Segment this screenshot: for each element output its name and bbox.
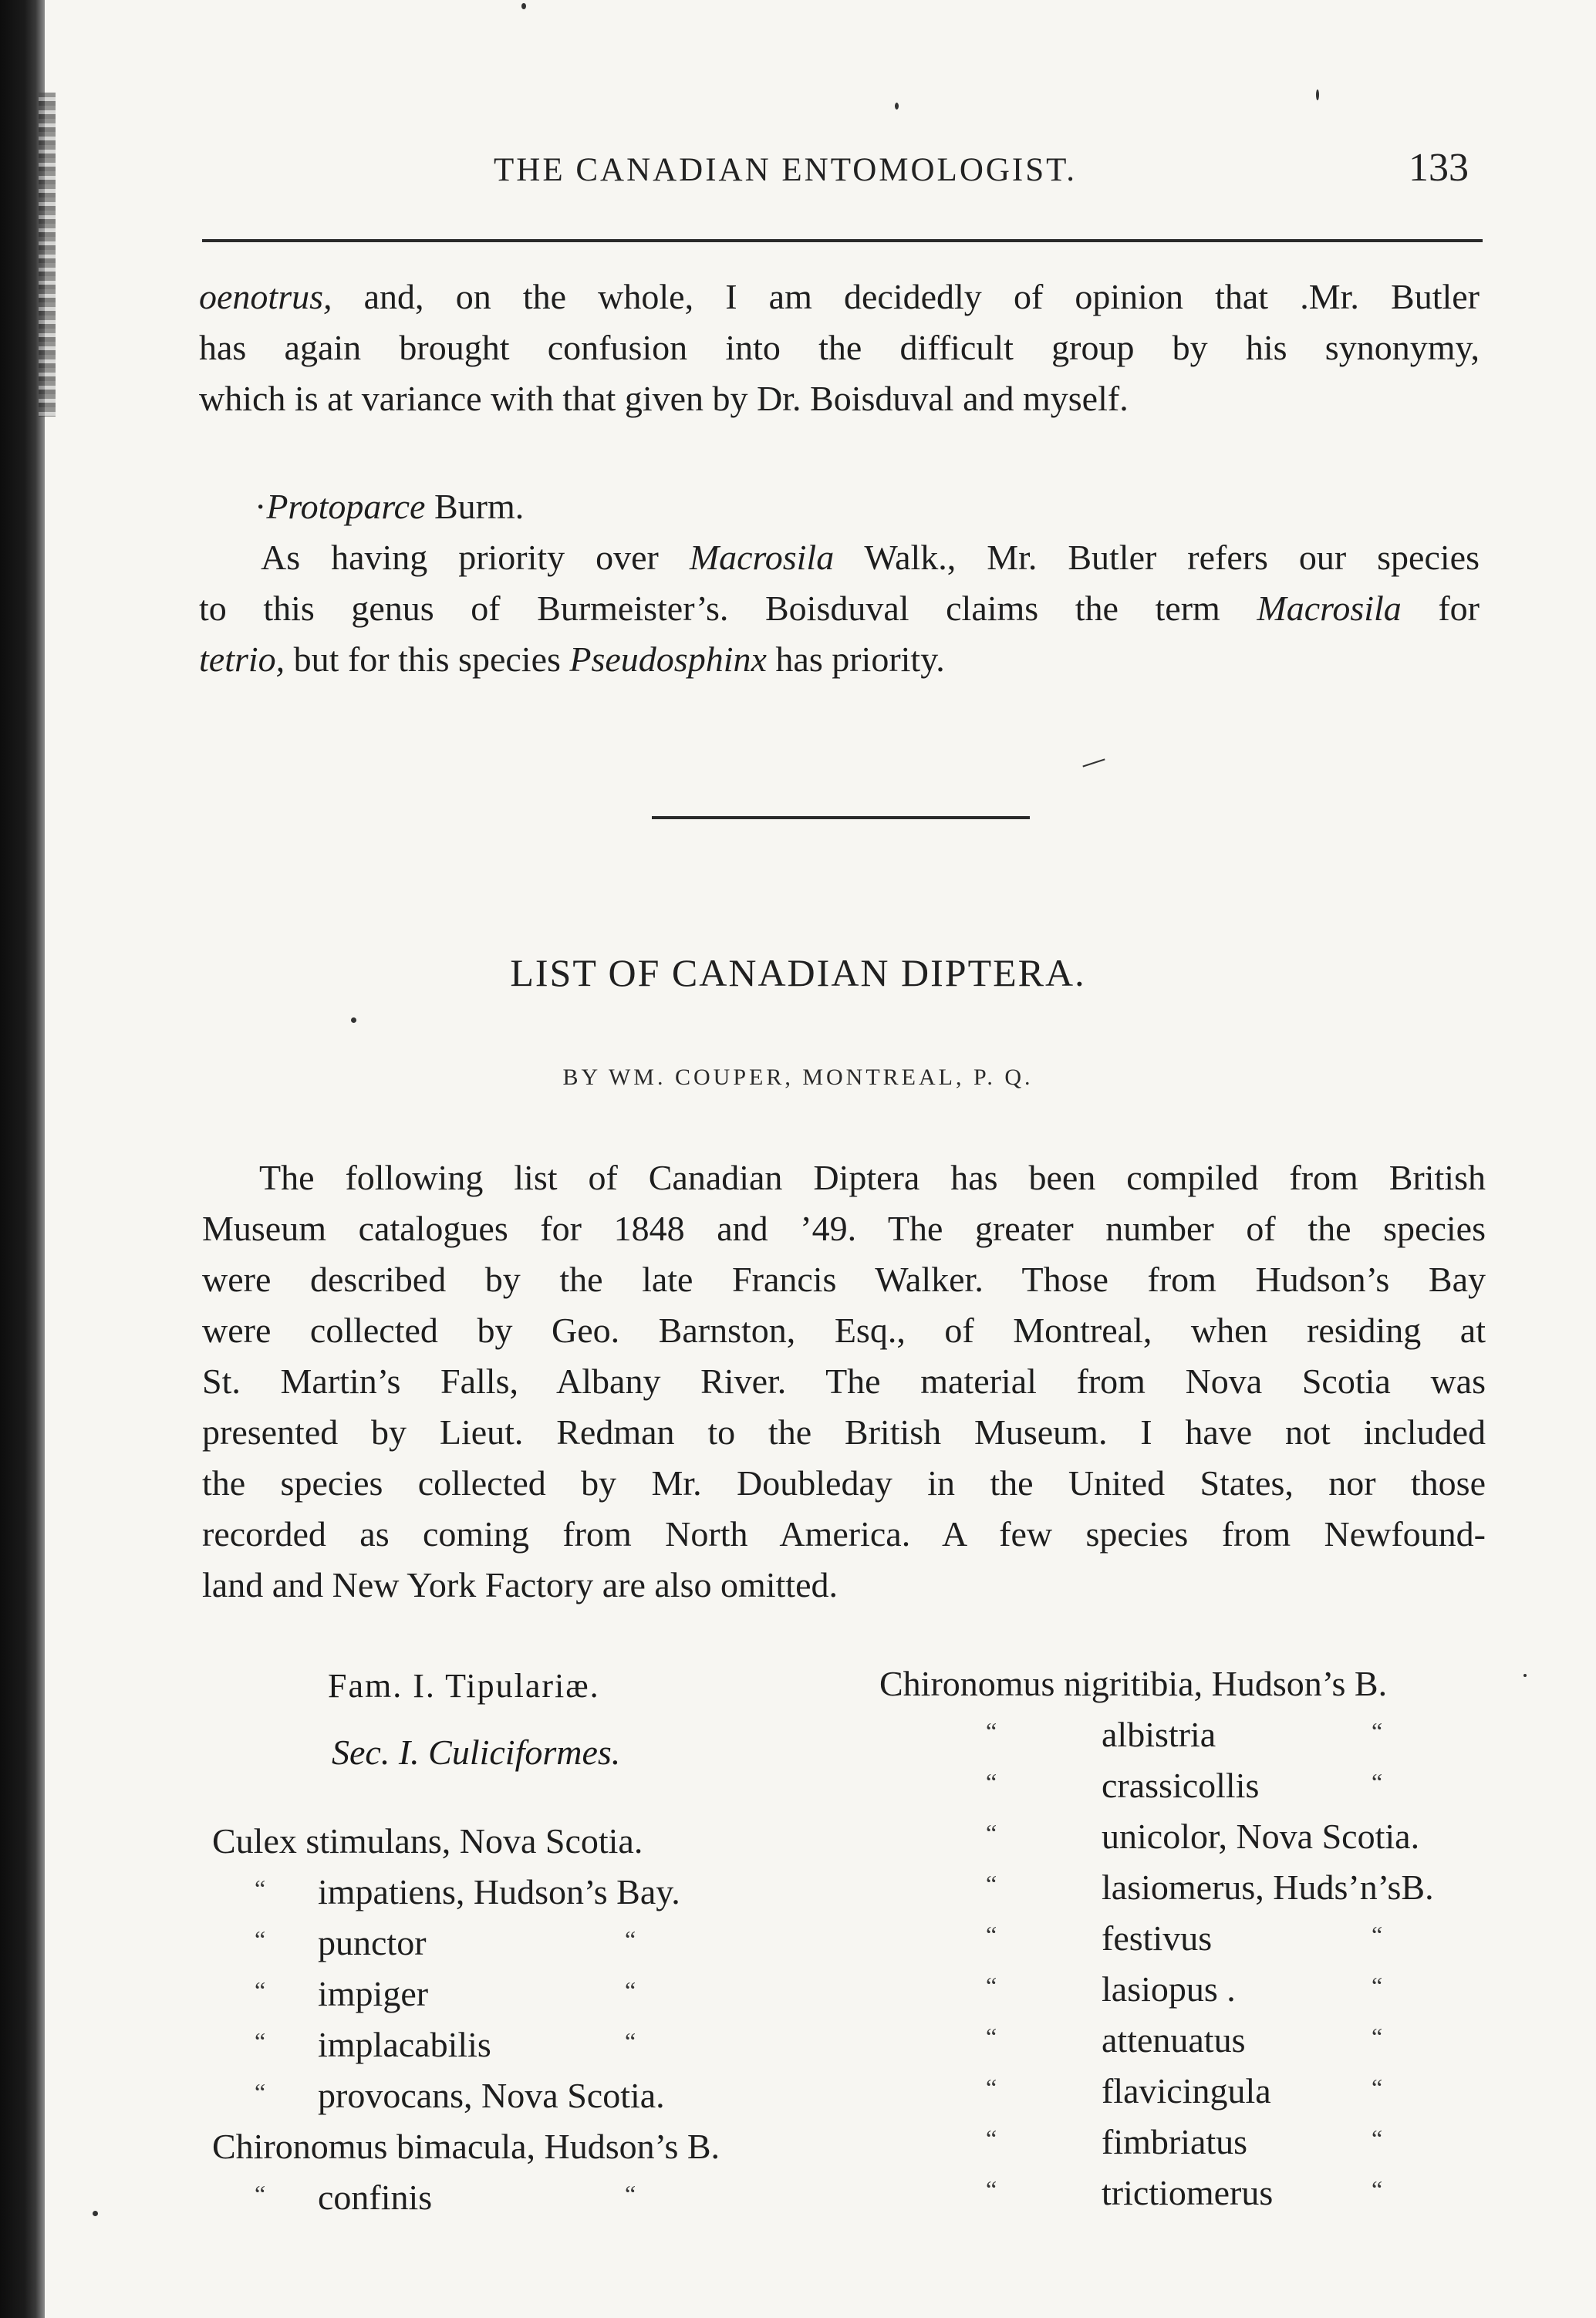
body-line: St. Martin’s Falls, Albany River. The material from Nova Scotia was (202, 1361, 1486, 1401)
species-entry: flavicingula (1102, 2071, 1271, 2110)
species-entry: provocans, Nova Scotia. (318, 2076, 665, 2115)
body-line: recorded as coming from North America. A few species from Newfound- (202, 1514, 1486, 1554)
species-entry: Chironomus bimacula, Hudson’s B. (212, 2127, 720, 2166)
ditto-mark: “ (986, 2124, 997, 2152)
line-text: and, on the whole, I am decidedly of opinion that .Mr. Butler (332, 277, 1480, 316)
ditto-mark: “ (986, 1870, 997, 1898)
header-rule (202, 239, 1483, 242)
italic-word: oenotrus, (199, 277, 332, 316)
species-entry: unicolor, Nova Scotia. (1102, 1817, 1420, 1856)
article-title: LIST OF CANADIAN DIPTERA. (510, 951, 1086, 994)
ditto-mark: “ (255, 2027, 266, 2055)
locality-ditto-mark: “ (625, 1925, 636, 1953)
species-entry: trictiomerus (1102, 2173, 1274, 2212)
locality-ditto-mark: “ (1372, 2073, 1383, 2101)
species-entry: implacabilis (318, 2025, 491, 2064)
species-entry: confinis (318, 2178, 433, 2217)
locality-ditto-mark: “ (1372, 1972, 1383, 1999)
paragraph-line (199, 532, 1480, 583)
italic-word: Pseudosphinx (569, 639, 767, 679)
paragraph-line (199, 634, 1480, 685)
ditto-mark: “ (255, 1874, 266, 1902)
genus-heading: ·Protoparce Burm. (255, 487, 525, 526)
ditto-mark: “ (986, 1972, 997, 1999)
family-heading: Fam. I. Tipulariæ. (328, 1667, 600, 1705)
text-run: As having priority over (261, 538, 690, 577)
locality-ditto-mark: “ (1372, 2124, 1383, 2152)
ditto-mark: “ (986, 2073, 997, 2101)
body-line: were described by the late Francis Walker. Those from Hudson’s Bay (202, 1260, 1486, 1299)
section-heading: Sec. I. Culiciformes. (332, 1733, 621, 1772)
text-run: for (1401, 589, 1480, 628)
ditto-mark: “ (255, 1925, 266, 1953)
species-entry: lasiomerus, Huds’n’sB. (1102, 1868, 1434, 1907)
species-entry: impatiens, Hudson’s Bay. (318, 1872, 680, 1911)
italic-word: tetrio, (199, 639, 285, 679)
ditto-mark: “ (986, 1768, 997, 1796)
ditto-mark: “ (986, 1921, 997, 1949)
page-number: 133 (1409, 146, 1469, 190)
species-entry: Chironomus nigritibia, Hudson’s B. (879, 1664, 1388, 1703)
locality-ditto-mark: “ (625, 2180, 636, 2208)
locality-ditto-mark: “ (1372, 1717, 1383, 1745)
body-line: were collected by Geo. Barnston, Esq., of Montreal, when residing at (202, 1311, 1486, 1350)
intro-line (199, 272, 1480, 322)
species-entry: albistria (1102, 1715, 1216, 1754)
italic-word: Macrosila (1257, 589, 1402, 628)
species-entry: crassicollis (1102, 1766, 1260, 1805)
locality-ditto-mark: “ (1372, 2175, 1383, 2203)
running-title: THE CANADIAN ENTOMOLOGIST. (494, 152, 1077, 188)
species-entry: Culex stimulans, Nova Scotia. (212, 1821, 643, 1861)
article-byline: BY WM. COUPER, MONTREAL, P. Q. (562, 1065, 1034, 1090)
italic-word: Macrosila (689, 538, 835, 577)
species-entry: impiger (318, 1974, 429, 2013)
text-run: has priority. (766, 639, 945, 679)
paragraph-line (199, 583, 1480, 634)
species-entry: attenuatus (1102, 2020, 1246, 2060)
body-line: presented by Lieut. Redman to the British Museum. I have not included (202, 1412, 1486, 1452)
section-divider (652, 816, 1030, 819)
body-line: The following list of Canadian Diptera has been compiled from British (259, 1158, 1486, 1197)
locality-ditto-mark: “ (1372, 1921, 1383, 1949)
species-entry: lasiopus . (1102, 1969, 1236, 2009)
ditto-mark: “ (986, 1717, 997, 1745)
species-entry: fimbriatus (1102, 2122, 1248, 2161)
genus-authority: Burm. (434, 487, 525, 526)
ditto-mark: “ (255, 1976, 266, 2004)
species-entry: festivus (1102, 1918, 1213, 1958)
protoparce-paragraph (199, 481, 1480, 685)
ditto-mark: “ (986, 2175, 997, 2203)
body-line: Museum catalogues for 1848 and ’49. The greater number of the species (202, 1209, 1486, 1248)
intro-line: which is at variance with that given by Dr. Boisduval and myself. (199, 379, 1129, 418)
locality-ditto-mark: “ (625, 1976, 636, 2004)
ditto-mark: “ (986, 1819, 997, 1847)
text-run: Walk., Mr. Butler refers our species (834, 538, 1480, 577)
text-run: but for this species (285, 639, 570, 679)
species-entry: punctor (318, 1923, 427, 1962)
intro-line: has again brought confusion into the difficult group by his synonymy, (199, 328, 1480, 367)
body-line: land and New York Factory are also omitted. (202, 1565, 838, 1604)
body-line: the species collected by Mr. Doubleday in the United States, nor those (202, 1463, 1486, 1503)
locality-ditto-mark: “ (1372, 1768, 1383, 1796)
article-body (202, 1152, 1486, 1611)
text-run: to this genus of Burmeister’s. Boisduval claims the term (199, 589, 1257, 628)
locality-ditto-mark: “ (625, 2027, 636, 2055)
ditto-mark: “ (986, 2023, 997, 2050)
intro-paragraph (199, 272, 1480, 424)
ditto-mark: “ (255, 2180, 266, 2208)
genus-name: Protoparce (266, 487, 426, 526)
locality-ditto-mark: “ (1372, 2023, 1383, 2050)
ditto-mark: “ (255, 2078, 266, 2106)
